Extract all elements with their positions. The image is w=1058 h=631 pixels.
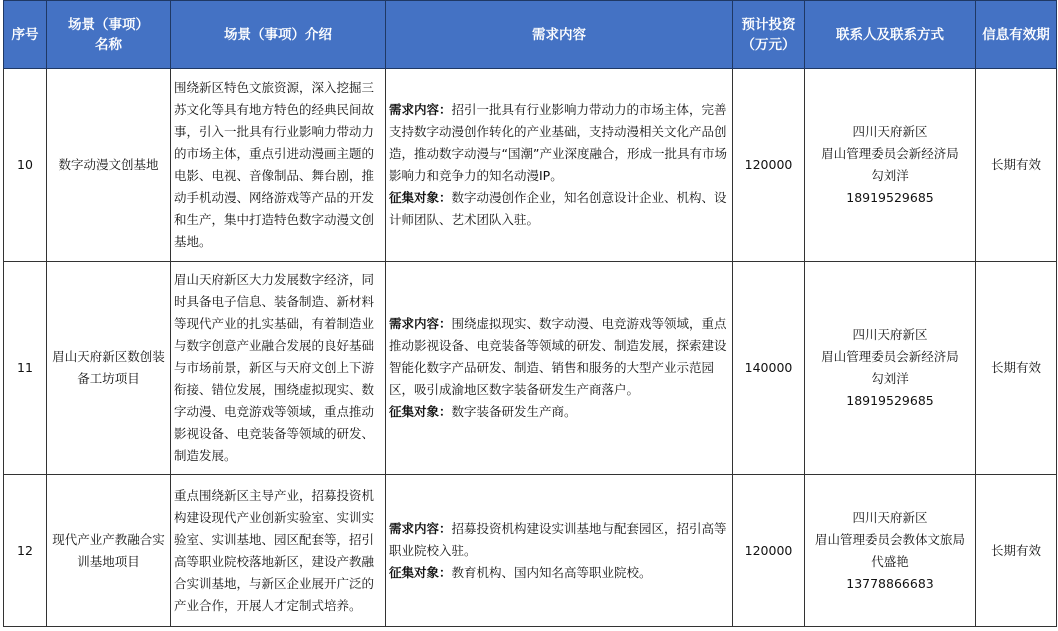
contact-dept: 眉山管理委员会新经济局 <box>821 349 959 364</box>
contact-person: 勾刘洋 <box>871 168 909 183</box>
name-cell: 眉山天府新区数创装备工坊项目 <box>47 262 171 475</box>
target-label: 征集对象： <box>389 564 452 580</box>
table-row <box>4 69 1057 262</box>
demand-cell <box>386 262 733 475</box>
contact-dept: 眉山管理委员会新经济局 <box>821 146 959 161</box>
investment-cell: 140000 <box>733 262 805 475</box>
contact-dept: 眉山管理委员会教体文旅局 <box>814 531 965 547</box>
header-row <box>4 1 1057 69</box>
header-name-line1: 场景（事项） <box>68 16 149 33</box>
demand-cell <box>386 475 733 627</box>
seq-cell: 12 <box>4 475 47 627</box>
contact-org: 四川天府新区 <box>852 509 928 525</box>
name-cell: 数字动漫文创基地 <box>47 69 171 262</box>
demand-cell <box>386 69 733 262</box>
demand-text: 招引一批具有行业影响力带动力的市场主体，完善支持数字动漫创作转化的产业基础，支持动漫相关文化产品创造，推动数字动漫与“国潮”产业深度融合，形成一批具有市场影响力和竞争力的知名动漫IP。 <box>389 102 727 183</box>
contact-phone: 13778866683 <box>846 575 934 591</box>
contact-phone: 18919529685 <box>846 190 934 205</box>
table-row <box>4 262 1057 475</box>
intro-cell: 重点围绕新区主导产业，招募投资机构建设现代产业创新实验室、实训实验室、实训基地、园区配套等，招引高等职业院校落地新区，建设产教融合实训基地，与新区企业展开广泛的产业合作，开展人才定制式培养。 <box>171 475 386 627</box>
validity-cell: 长期有效 <box>976 69 1057 262</box>
target-label: 征集对象： <box>389 404 452 419</box>
header-investment-line1: 预计投资 <box>741 16 796 33</box>
demand-text: 招募投资机构建设实训基地与配套园区，招引高等职业院校入驻。 <box>389 520 727 558</box>
intro-cell: 围绕新区特色文旅资源，深入挖掘三苏文化等具有地方特色的经典民间故事，引入一批具有行业影响力带动力的市场主体，重点引进动漫画主题的电影、电视、音像制品、舞台剧，推动手机动漫、网络游戏等产品的开发和生产，集中打造特色数字动漫文创基地。 <box>171 69 386 262</box>
seq-cell: 10 <box>4 69 47 262</box>
target-text: 数字装备研发生产商。 <box>451 404 577 419</box>
contact-cell <box>805 475 976 627</box>
name-cell: 现代产业产教融合实训基地项目 <box>47 475 171 627</box>
contact-person: 代盛艳 <box>871 553 909 569</box>
header-demand: 需求内容 <box>386 1 733 69</box>
demand-label: 需求内容： <box>389 102 452 117</box>
header-name <box>47 1 171 69</box>
target-text: 数字动漫创作企业，知名创意设计企业、机构、设计师团队、艺术团队入驻。 <box>389 190 727 227</box>
validity-cell: 长期有效 <box>976 262 1057 475</box>
investment-cell: 120000 <box>733 475 805 627</box>
demand-label: 需求内容： <box>389 316 452 331</box>
contact-cell <box>805 262 976 475</box>
header-intro: 场景（事项）介绍 <box>171 1 386 69</box>
header-contact: 联系人及联系方式 <box>805 1 976 69</box>
header-investment <box>733 1 805 69</box>
investment-cell: 120000 <box>733 69 805 262</box>
intro-cell: 眉山天府新区大力发展数字经济，同时具备电子信息、装备制造、新材料等现代产业的扎实基础，有着制造业与数字创意产业融合发展的良好基础与市场前景，新区与天府文创上下游衔接、错位发展，围绕虚拟现实、数字动漫、电竞游戏等领域，重点推动影视设备、电竞装备等领域的研发、制造发展。 <box>171 262 386 475</box>
header-investment-line2: （万元） <box>741 36 796 53</box>
contact-phone: 18919529685 <box>846 393 934 408</box>
table-row <box>4 475 1057 627</box>
target-label: 征集对象： <box>389 190 452 205</box>
contact-org: 四川天府新区 <box>852 327 928 342</box>
header-seq: 序号 <box>4 1 47 69</box>
validity-cell: 长期有效 <box>976 475 1057 627</box>
header-name-line2: 名称 <box>95 36 122 53</box>
demand-text: 围绕虚拟现实、数字动漫、电竞游戏等领域，重点推动影视设备、电竞装备等领域的研发、制造发展，探索建设智能化数字产品研发、制造、销售和服务的大型产业示范园区，吸引成渝地区数字装备研发生产商落户。 <box>389 316 727 397</box>
contact-org: 四川天府新区 <box>852 124 928 139</box>
project-table <box>3 0 1057 627</box>
target-text: 教育机构、国内知名高等职业院校。 <box>451 564 652 580</box>
contact-cell <box>805 69 976 262</box>
contact-person: 勾刘洋 <box>871 371 909 386</box>
header-validity: 信息有效期 <box>976 1 1057 69</box>
seq-cell: 11 <box>4 262 47 475</box>
demand-label: 需求内容： <box>389 520 452 536</box>
